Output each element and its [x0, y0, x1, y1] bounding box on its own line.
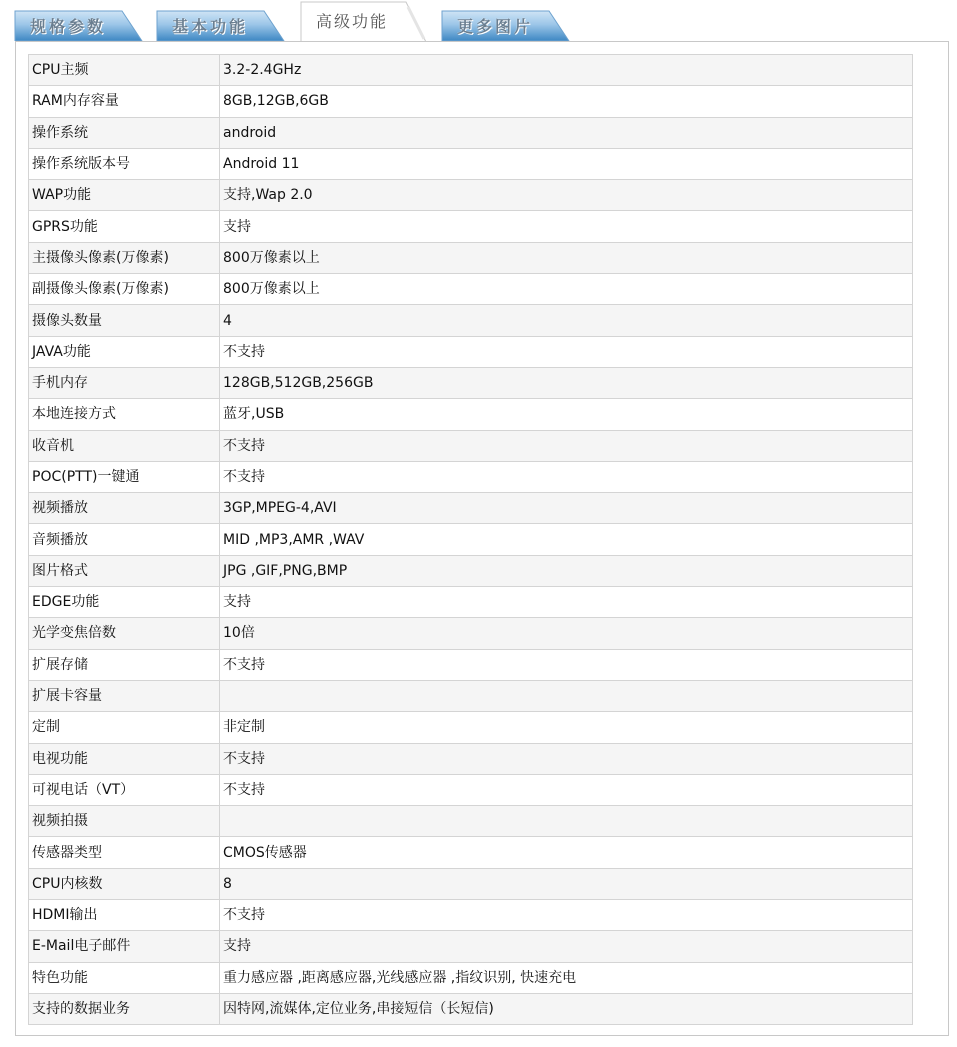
- spec-value: 支持: [220, 211, 913, 242]
- spec-value: 800万像素以上: [220, 274, 913, 305]
- spec-label: 视频播放: [29, 493, 220, 524]
- tab-basic-features[interactable]: [156, 9, 286, 41]
- tab-advanced-features[interactable]: [300, 1, 428, 42]
- spec-value: 因特网,流媒体,定位业务,串接短信（长短信): [220, 993, 913, 1024]
- specs-table-body: [29, 55, 913, 1025]
- spec-value: 不支持: [220, 336, 913, 367]
- tab-bar: [0, 0, 957, 42]
- table-row: [29, 774, 913, 805]
- table-row: [29, 587, 913, 618]
- spec-label: 支持的数据业务: [29, 993, 220, 1024]
- spec-label: 视频拍摄: [29, 806, 220, 837]
- spec-label: 传感器类型: [29, 837, 220, 868]
- spec-label: GPRS功能: [29, 211, 220, 242]
- table-row: [29, 680, 913, 711]
- spec-label: 音频播放: [29, 524, 220, 555]
- table-row: [29, 211, 913, 242]
- table-row: [29, 274, 913, 305]
- tab-more-images-label: 更多图片: [457, 16, 534, 36]
- spec-label: RAM内存容量: [29, 86, 220, 117]
- table-row: [29, 524, 913, 555]
- spec-value: 不支持: [220, 774, 913, 805]
- table-row: [29, 148, 913, 179]
- tab-advanced-features-label: 高级功能: [316, 12, 389, 31]
- spec-value: [220, 680, 913, 711]
- table-row: [29, 993, 913, 1024]
- spec-value: MID ,MP3,AMR ,WAV: [220, 524, 913, 555]
- table-row: [29, 336, 913, 367]
- table-row: [29, 743, 913, 774]
- table-row: [29, 305, 913, 336]
- table-row: [29, 55, 913, 86]
- spec-label: JAVA功能: [29, 336, 220, 367]
- spec-label: 操作系统: [29, 117, 220, 148]
- spec-label: 手机内存: [29, 367, 220, 398]
- spec-label: 本地连接方式: [29, 399, 220, 430]
- spec-value: 不支持: [220, 743, 913, 774]
- spec-label: CPU内核数: [29, 868, 220, 899]
- spec-value: 3GP,MPEG-4,AVI: [220, 493, 913, 524]
- table-row: [29, 555, 913, 586]
- spec-label: 操作系统版本号: [29, 148, 220, 179]
- table-row: [29, 430, 913, 461]
- spec-label: POC(PTT)一键通: [29, 461, 220, 492]
- table-row: [29, 399, 913, 430]
- table-row: [29, 86, 913, 117]
- spec-value: 支持: [220, 931, 913, 962]
- spec-value: 不支持: [220, 900, 913, 931]
- spec-label: 摄像头数量: [29, 305, 220, 336]
- spec-value: 不支持: [220, 430, 913, 461]
- spec-label: 主摄像头像素(万像素): [29, 242, 220, 273]
- spec-value: 蓝牙,USB: [220, 399, 913, 430]
- spec-value: 支持: [220, 587, 913, 618]
- spec-value: Android 11: [220, 148, 913, 179]
- spec-label: 扩展存储: [29, 649, 220, 680]
- spec-value: android: [220, 117, 913, 148]
- spec-value: 非定制: [220, 712, 913, 743]
- spec-value: 10倍: [220, 618, 913, 649]
- spec-value: 8: [220, 868, 913, 899]
- table-row: [29, 868, 913, 899]
- spec-label: E-Mail电子邮件: [29, 931, 220, 962]
- table-row: [29, 242, 913, 273]
- table-row: [29, 900, 913, 931]
- spec-value: 支持,Wap 2.0: [220, 180, 913, 211]
- spec-label: 可视电话（VT）: [29, 774, 220, 805]
- spec-value: 128GB,512GB,256GB: [220, 367, 913, 398]
- table-row: [29, 649, 913, 680]
- tab-basic-features-label: 基本功能: [172, 16, 249, 36]
- tab-specs-label: 规格参数: [30, 16, 107, 36]
- spec-value: 重力感应器 ,距离感应器,光线感应器 ,指纹识别, 快速充电: [220, 962, 913, 993]
- table-row: [29, 493, 913, 524]
- table-row: [29, 806, 913, 837]
- spec-value: CMOS传感器: [220, 837, 913, 868]
- spec-value: 4: [220, 305, 913, 336]
- spec-label: 图片格式: [29, 555, 220, 586]
- spec-label: 特色功能: [29, 962, 220, 993]
- spec-value: 800万像素以上: [220, 242, 913, 273]
- table-row: [29, 618, 913, 649]
- table-row: [29, 931, 913, 962]
- tab-more-images[interactable]: [441, 9, 571, 41]
- spec-value: JPG ,GIF,PNG,BMP: [220, 555, 913, 586]
- spec-value: 8GB,12GB,6GB: [220, 86, 913, 117]
- spec-label: 电视功能: [29, 743, 220, 774]
- spec-label: 副摄像头像素(万像素): [29, 274, 220, 305]
- spec-label: CPU主频: [29, 55, 220, 86]
- spec-label: 光学变焦倍数: [29, 618, 220, 649]
- spec-label: WAP功能: [29, 180, 220, 211]
- spec-label: 定制: [29, 712, 220, 743]
- spec-label: 收音机: [29, 430, 220, 461]
- table-row: [29, 180, 913, 211]
- spec-value: [220, 806, 913, 837]
- table-row: [29, 837, 913, 868]
- table-row: [29, 367, 913, 398]
- spec-value: 3.2-2.4GHz: [220, 55, 913, 86]
- spec-value: 不支持: [220, 461, 913, 492]
- spec-label: 扩展卡容量: [29, 680, 220, 711]
- spec-value: 不支持: [220, 649, 913, 680]
- table-row: [29, 117, 913, 148]
- specs-table: [28, 54, 913, 1025]
- table-row: [29, 962, 913, 993]
- table-row: [29, 461, 913, 492]
- tab-specs[interactable]: [14, 9, 144, 41]
- table-row: [29, 712, 913, 743]
- spec-label: HDMI输出: [29, 900, 220, 931]
- spec-label: EDGE功能: [29, 587, 220, 618]
